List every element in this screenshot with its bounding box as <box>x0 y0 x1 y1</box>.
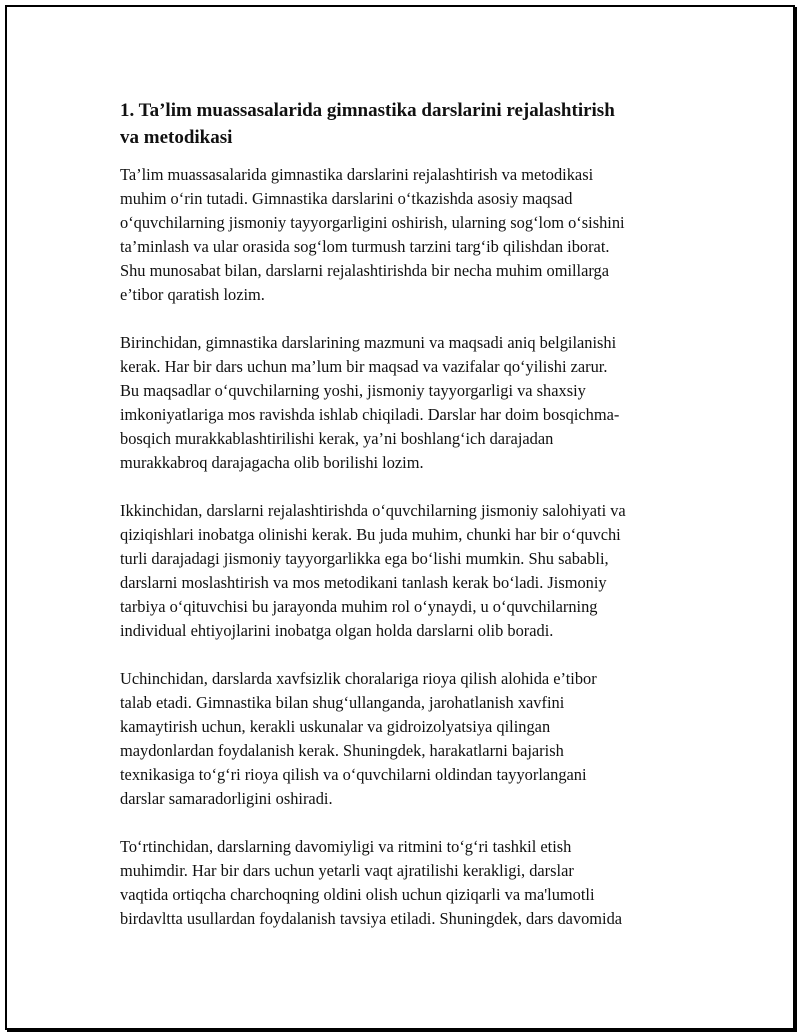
document-page <box>5 5 795 1030</box>
text-line: To‘rtinchidan, darslarning davomiyligi va ritmini to‘g‘ri tashkil etish <box>120 837 572 856</box>
text-line: bosqich murakkablashtirilishi kerak, ya’ni boshlang‘ich darajadan <box>120 429 554 448</box>
text-line: Uchinchidan, darslarda xavfsizlik choralariga rioya qilish alohida e’tibor <box>120 669 597 688</box>
paragraph-intro <box>120 163 696 307</box>
text-line: vaqtida ortiqcha charchoqning oldini olish uchun qiziqarli va ma'lumotli <box>120 885 595 904</box>
text-line: kerak. Har bir dars uchun ma’lum bir maqsad va vazifalar qo‘yilishi zarur. <box>120 357 608 376</box>
text-line: muhimdir. Har bir dars uchun yetarli vaqt ajratilishi kerakligi, darslar <box>120 861 574 880</box>
text-line: kamaytirish uchun, kerakli uskunalar va gidroizolyatsiya qilingan <box>120 717 551 736</box>
document-body <box>120 97 696 955</box>
text-line: tarbiya o‘qituvchisi bu jarayonda muhim rol o‘ynaydi, u o‘quvchilarning <box>120 597 598 616</box>
text-line: qiziqishlari inobatga olinishi kerak. Bu juda muhim, chunki har bir o‘quvchi <box>120 525 621 544</box>
text-line: Bu maqsadlar o‘quvchilarning yoshi, jismoniy tayyorgarligi va shaxsiy <box>120 381 586 400</box>
paragraph-first <box>120 331 696 475</box>
text-line: e’tibor qaratish lozim. <box>120 285 265 304</box>
text-line: texnikasiga to‘g‘ri rioya qilish va o‘quvchilarni oldindan tayyorlangani <box>120 765 587 784</box>
text-line: imkoniyatlariga mos ravishda ishlab chiqiladi. Darslar har doim bosqichma- <box>120 405 620 424</box>
text-line: Birinchidan, gimnastika darslarining mazmuni va maqsadi aniq belgilanishi <box>120 333 617 352</box>
title-line: 1. Ta’lim muassasalarida gimnastika darslarini rejalashtirish <box>120 100 615 121</box>
text-line: birdavltta usullardan foydalanish tavsiya etiladi. Shuningdek, dars davomida <box>120 909 623 928</box>
text-line: o‘quvchilarning jismoniy tayyorgarligini oshirish, ularning sog‘lom o‘sishini <box>120 213 625 232</box>
paragraph-second <box>120 499 696 643</box>
text-line: ta’minlash va ular orasida sog‘lom turmush tarzini targ‘ib qilishdan iborat. <box>120 237 610 256</box>
text-line: darslar samaradorligini oshiradi. <box>120 789 333 808</box>
text-line: murakkabroq darajagacha olib borilishi lozim. <box>120 453 424 472</box>
text-line: individual ehtiyojlarini inobatga olgan holda darslarni olib boradi. <box>120 621 554 640</box>
text-line: talab etadi. Gimnastika bilan shug‘ullanganda, jarohatlanish xavfini <box>120 693 565 712</box>
text-line: darslarni moslashtirish va mos metodikani tanlash kerak bo‘ladi. Jismoniy <box>120 573 607 592</box>
text-line: maydonlardan foydalanish kerak. Shuningdek, harakatlarni bajarish <box>120 741 564 760</box>
title-line: va metodikasi <box>120 127 233 148</box>
text-line: turli darajadagi jismoniy tayyorgarlikka ega bo‘lishi mumkin. Shu sababli, <box>120 549 609 568</box>
text-line: Ta’lim muassasalarida gimnastika darslarini rejalashtirish va metodikasi <box>120 165 594 184</box>
text-line: muhim o‘rin tutadi. Gimnastika darslarini o‘tkazishda asosiy maqsad <box>120 189 573 208</box>
text-line: Shu munosabat bilan, darslarni rejalashtirishda bir necha muhim omillarga <box>120 261 610 280</box>
section-title <box>120 97 696 151</box>
paragraph-third <box>120 667 696 811</box>
paragraph-fourth <box>120 835 696 931</box>
text-line: Ikkinchidan, darslarni rejalashtirishda o‘quvchilarning jismoniy salohiyati va <box>120 501 626 520</box>
